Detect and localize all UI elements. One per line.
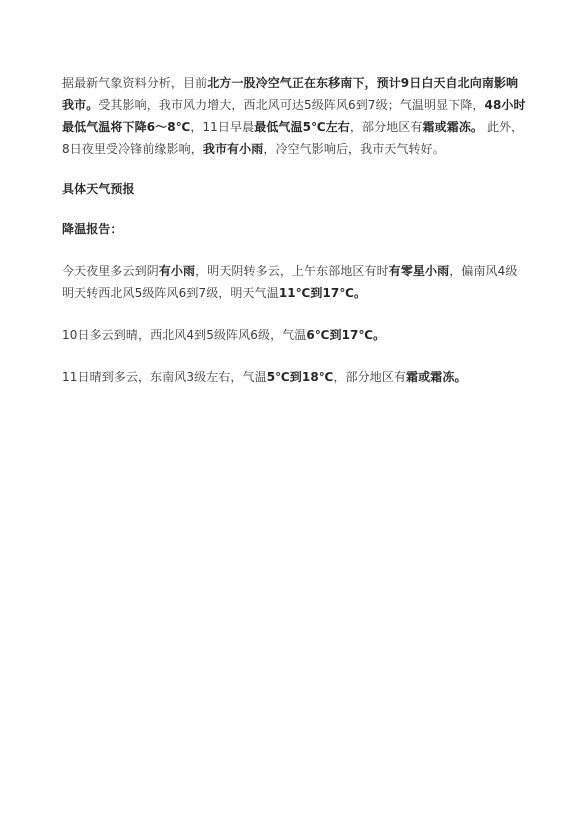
- today-segment: ，明天阴转多云，上午东部地区有时: [195, 264, 389, 278]
- article-body: [62, 72, 528, 388]
- today-forecast-paragraph: [62, 260, 528, 304]
- intro-paragraph: [62, 72, 528, 160]
- day11-segment: ，部分地区有: [333, 370, 407, 384]
- today-segment-bold: 有零星小雨: [388, 264, 450, 278]
- intro-segment: ，部分地区有: [349, 120, 423, 134]
- intro-segment: 此外，8日夜里受冷锋前缘影响，: [62, 120, 524, 156]
- day11-forecast-paragraph: [62, 366, 528, 388]
- intro-segment-bold: 我市有小雨: [202, 142, 264, 156]
- intro-segment: ，11日早晨: [190, 120, 255, 134]
- day10-forecast-paragraph: [62, 324, 528, 346]
- intro-segment-bold: 最低气温5℃左右: [254, 120, 350, 134]
- intro-segment: 据最新气象资料分析，目前: [62, 76, 208, 90]
- day11-segment-bold: 霜或霜冻。: [406, 370, 467, 384]
- today-segment: ，偏南风4级明天转西北风5级阵风6到7级，明天气温: [62, 264, 518, 300]
- intro-segment: ，冷空气影响后，我市天气转好。: [263, 142, 445, 156]
- today-segment-bold: 有小雨: [158, 264, 196, 278]
- day11-segment-bold: 5℃到18℃: [266, 370, 334, 384]
- today-segment: 今天夜里多云到阴: [62, 264, 159, 278]
- intro-segment-bold: 霜或霜冻。: [422, 120, 484, 134]
- intro-segment-bold: 北方一股冷空气正在东移南下，预计9日白天自北向南影响我市。: [62, 76, 519, 112]
- report-heading: 降温报告：: [62, 222, 123, 236]
- intro-segment-bold: 48小时最低气温将下降6～8℃: [62, 98, 526, 134]
- day10-segment-bold: 6℃到17℃。: [306, 328, 386, 342]
- day10-segment: 10日多云到晴，西北风4到5级阵风6级，气温: [62, 328, 307, 342]
- day11-segment: 11日晴到多云，东南风3级左右，气温: [62, 370, 267, 384]
- forecast-heading: 具体天气预报: [62, 182, 135, 196]
- intro-segment: 受其影响，我市风力增大，西北风可达5级阵风6到7级；气温明显下降，: [98, 98, 485, 112]
- today-segment-bold: 11℃到17℃。: [278, 286, 367, 300]
